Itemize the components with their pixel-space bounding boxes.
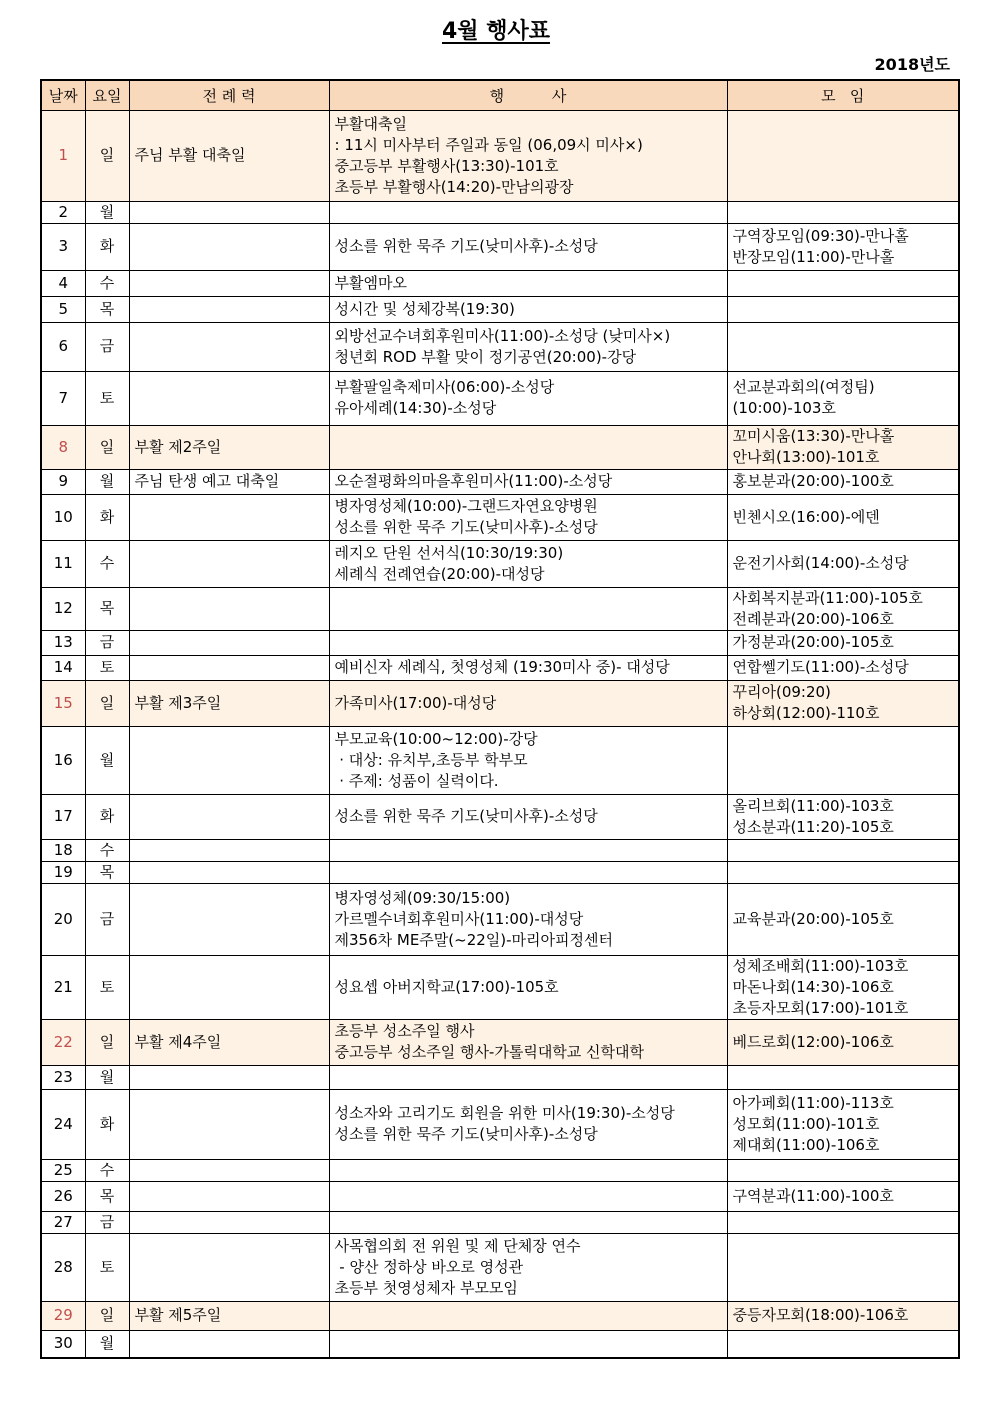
meetings-cell	[727, 494, 959, 540]
event-line: 성소를 위한 묵주 기도(낮미사후)-소성당	[334, 237, 598, 255]
events-cell	[329, 861, 727, 883]
header-meetings: 모 임	[727, 80, 959, 110]
table-row	[41, 1330, 959, 1358]
events-cell	[329, 1211, 727, 1233]
event-line: 중고등부 성소주일 행사-가톨릭대학교 신학대학	[334, 1043, 645, 1061]
table-row	[41, 110, 959, 201]
header-liturgy: 전 례 력	[129, 80, 329, 110]
events-cell	[329, 587, 727, 630]
liturgy-cell	[129, 223, 329, 270]
events-cell	[329, 883, 727, 955]
table-row	[41, 1301, 959, 1330]
meeting-line: 올리브회(11:00)-103호	[732, 796, 894, 815]
date-cell: 15	[41, 680, 85, 726]
table-row	[41, 883, 959, 955]
date-cell: 6	[41, 322, 85, 371]
date-cell: 3	[41, 223, 85, 270]
event-line: 세례식 전례연습(20:00)-대성당	[334, 564, 545, 583]
weekday-cell: 수	[85, 1159, 129, 1181]
table-row	[41, 494, 959, 540]
liturgy-cell	[129, 794, 329, 839]
table-row	[41, 1089, 959, 1159]
liturgy-cell: 부활 제3주일	[129, 680, 329, 726]
events-cell	[329, 680, 727, 726]
meetings-cell	[727, 630, 959, 655]
table-row	[41, 1065, 959, 1089]
liturgy-cell	[129, 1330, 329, 1358]
meetings-cell	[727, 726, 959, 794]
events-cell	[329, 201, 727, 223]
event-line: 병자영성체(09:30/15:00)	[334, 888, 511, 907]
event-line: 청년회 ROD 부활 맞이 정기공연(20:00)-강당	[334, 347, 637, 366]
events-cell	[329, 223, 727, 270]
meetings-cell	[727, 655, 959, 680]
date-cell: 10	[41, 494, 85, 540]
event-line: 중고등부 부활행사(13:30)-101호	[334, 156, 559, 175]
events-cell	[329, 371, 727, 425]
date-cell: 20	[41, 883, 85, 955]
meetings-cell	[727, 110, 959, 201]
event-line: 병자영성체(10:00)-그랜드자연요양병원	[334, 497, 598, 515]
weekday-cell: 금	[85, 1211, 129, 1233]
event-table	[40, 79, 960, 1359]
meetings-cell	[727, 322, 959, 371]
table-row	[41, 726, 959, 794]
event-line: 성소자와 고리기도 회원을 위한 미사(19:30)-소성당	[334, 1104, 675, 1122]
table-row	[41, 201, 959, 223]
table-row	[41, 861, 959, 883]
meetings-cell	[727, 1019, 959, 1065]
liturgy-cell	[129, 201, 329, 223]
events-cell	[329, 296, 727, 322]
meetings-cell	[727, 425, 959, 469]
liturgy-cell	[129, 883, 329, 955]
date-cell: 8	[41, 425, 85, 469]
events-cell	[329, 1159, 727, 1181]
weekday-cell: 월	[85, 726, 129, 794]
table-row	[41, 425, 959, 469]
liturgy-cell	[129, 655, 329, 680]
meetings-cell	[727, 296, 959, 322]
date-cell: 19	[41, 861, 85, 883]
meeting-line: 초등자모회(17:00)-101호	[732, 998, 909, 1017]
event-line: 가족미사(17:00)-대성당	[334, 693, 497, 712]
weekday-cell: 화	[85, 223, 129, 270]
meeting-line: 중등자모회(18:00)-106호	[732, 1306, 909, 1324]
meeting-line: 선교분과회의(여정팀)	[732, 378, 875, 396]
table-row	[41, 371, 959, 425]
event-line: 부모교육(10:00~12:00)-강당	[334, 729, 538, 748]
liturgy-cell	[129, 322, 329, 371]
event-line: 초등부 성소주일 행사	[334, 1022, 475, 1040]
date-cell: 16	[41, 726, 85, 794]
date-cell: 18	[41, 839, 85, 861]
date-cell: 12	[41, 587, 85, 630]
event-line: 초등부 첫영성체자 부모모임	[334, 1278, 518, 1297]
date-cell: 13	[41, 630, 85, 655]
weekday-cell: 화	[85, 494, 129, 540]
liturgy-cell	[129, 839, 329, 861]
meetings-cell	[727, 1065, 959, 1089]
meeting-line: 구역장모임(09:30)-만나홀	[732, 226, 909, 245]
events-cell	[329, 726, 727, 794]
header-date: 날짜	[41, 80, 85, 110]
weekday-cell: 수	[85, 540, 129, 587]
event-line: 제356차 ME주말(~22일)-마리아피정센터	[334, 930, 613, 949]
meetings-cell	[727, 1330, 959, 1358]
event-line: 성소를 위한 묵주 기도(낮미사후)-소성당	[334, 1125, 598, 1143]
events-cell	[329, 1019, 727, 1065]
date-cell: 26	[41, 1181, 85, 1211]
events-cell	[329, 494, 727, 540]
weekday-cell: 토	[85, 1233, 129, 1301]
table-row	[41, 296, 959, 322]
event-line: 부활대축일	[334, 114, 407, 133]
table-row	[41, 680, 959, 726]
meetings-cell	[727, 1159, 959, 1181]
table-row	[41, 322, 959, 371]
meeting-line: 제대회(11:00)-106호	[732, 1135, 880, 1154]
meetings-cell	[727, 955, 959, 1019]
page-title: 4월 행사표	[442, 19, 550, 44]
meeting-line: 전례분과(20:00)-106호	[732, 609, 894, 628]
weekday-cell: 화	[85, 794, 129, 839]
table-row	[41, 839, 959, 861]
meetings-cell	[727, 883, 959, 955]
event-line: - 양산 정하상 바오로 영성관	[334, 1257, 524, 1276]
events-cell	[329, 1233, 727, 1301]
liturgy-cell	[129, 1089, 329, 1159]
meetings-cell	[727, 839, 959, 861]
meeting-line: 교육분과(20:00)-105호	[732, 909, 894, 928]
date-cell: 7	[41, 371, 85, 425]
liturgy-cell	[129, 1159, 329, 1181]
meeting-line: 하상회(12:00)-110호	[732, 704, 880, 722]
liturgy-cell	[129, 540, 329, 587]
event-line: 성소를 위한 묵주 기도(낮미사후)-소성당	[334, 518, 598, 536]
date-cell: 27	[41, 1211, 85, 1233]
meetings-cell	[727, 270, 959, 296]
events-cell	[329, 839, 727, 861]
event-line: : 11시 미사부터 주일과 동일 (06,09시 미사×)	[334, 135, 643, 154]
weekday-cell: 일	[85, 1301, 129, 1330]
weekday-cell: 일	[85, 425, 129, 469]
liturgy-cell	[129, 1065, 329, 1089]
weekday-cell: 목	[85, 1181, 129, 1211]
meeting-line: 성모회(11:00)-101호	[732, 1114, 880, 1133]
weekday-cell: 토	[85, 371, 129, 425]
date-cell: 22	[41, 1019, 85, 1065]
date-cell: 28	[41, 1233, 85, 1301]
event-line: · 대상: 유치부,초등부 학부모	[334, 750, 528, 769]
table-row	[41, 1019, 959, 1065]
table-row	[41, 794, 959, 839]
meetings-cell	[727, 469, 959, 494]
meetings-cell	[727, 223, 959, 270]
event-line: 성소를 위한 묵주 기도(낮미사후)-소성당	[334, 807, 598, 825]
events-cell	[329, 1330, 727, 1358]
meeting-line: 성체조배회(11:00)-103호	[732, 956, 909, 975]
liturgy-cell: 주님 탄생 예고 대축일	[129, 469, 329, 494]
weekday-cell: 금	[85, 630, 129, 655]
liturgy-cell	[129, 1211, 329, 1233]
weekday-cell: 일	[85, 680, 129, 726]
year-label: 2018년도	[874, 55, 950, 74]
meeting-line: 빈첸시오(16:00)-에덴	[732, 507, 880, 526]
liturgy-cell	[129, 1181, 329, 1211]
date-cell: 1	[41, 110, 85, 201]
events-cell	[329, 630, 727, 655]
date-cell: 11	[41, 540, 85, 587]
table-body	[41, 110, 959, 1358]
date-cell: 14	[41, 655, 85, 680]
liturgy-cell	[129, 296, 329, 322]
events-cell	[329, 270, 727, 296]
liturgy-cell: 부활 제4주일	[129, 1019, 329, 1065]
meetings-cell	[727, 1089, 959, 1159]
meetings-cell	[727, 680, 959, 726]
meeting-line: 안나회(13:00)-101호	[732, 448, 880, 466]
meetings-cell	[727, 587, 959, 630]
table-row	[41, 630, 959, 655]
date-cell: 21	[41, 955, 85, 1019]
events-cell	[329, 1065, 727, 1089]
page-title-wrap	[0, 14, 992, 45]
weekday-cell: 일	[85, 1019, 129, 1065]
event-line: 외방선교수녀회후원미사(11:00)-소성당 (낮미사×)	[334, 326, 671, 345]
events-cell	[329, 110, 727, 201]
liturgy-cell	[129, 1233, 329, 1301]
meetings-cell	[727, 201, 959, 223]
weekday-cell: 목	[85, 587, 129, 630]
meeting-line: 아가페회(11:00)-113호	[732, 1093, 894, 1112]
meetings-cell	[727, 540, 959, 587]
event-line: 사목협의회 전 위원 및 제 단체장 연수	[334, 1236, 581, 1255]
table-row	[41, 1181, 959, 1211]
liturgy-cell: 부활 제5주일	[129, 1301, 329, 1330]
event-line: 성요셉 아버지학교(17:00)-105호	[334, 977, 559, 996]
weekday-cell: 월	[85, 1330, 129, 1358]
liturgy-cell	[129, 726, 329, 794]
table-row	[41, 1159, 959, 1181]
meetings-cell	[727, 1211, 959, 1233]
weekday-cell: 금	[85, 883, 129, 955]
weekday-cell: 월	[85, 201, 129, 223]
meeting-line: 연합쎌기도(11:00)-소성당	[732, 658, 909, 676]
table-row	[41, 587, 959, 630]
events-cell	[329, 955, 727, 1019]
weekday-cell: 화	[85, 1089, 129, 1159]
meeting-line: 꼬미시움(13:30)-만나홀	[732, 427, 895, 445]
meeting-line: 베드로회(12:00)-106호	[732, 1032, 894, 1051]
date-cell: 25	[41, 1159, 85, 1181]
events-cell	[329, 322, 727, 371]
events-cell	[329, 1089, 727, 1159]
header-events: 행 사	[329, 80, 727, 110]
weekday-cell: 목	[85, 861, 129, 883]
meetings-cell	[727, 371, 959, 425]
event-line: 부활팔일축제미사(06:00)-소성당	[334, 378, 555, 396]
table-row	[41, 270, 959, 296]
meeting-line: 꾸리아(09:20)	[732, 683, 831, 701]
events-cell	[329, 469, 727, 494]
events-cell	[329, 655, 727, 680]
weekday-cell: 수	[85, 839, 129, 861]
meeting-line: 가정분과(20:00)-105호	[732, 633, 894, 651]
weekday-cell: 목	[85, 296, 129, 322]
table-row	[41, 223, 959, 270]
table-row	[41, 1211, 959, 1233]
events-cell	[329, 425, 727, 469]
liturgy-cell: 부활 제2주일	[129, 425, 329, 469]
weekday-cell: 일	[85, 110, 129, 201]
date-cell: 30	[41, 1330, 85, 1358]
events-cell	[329, 1301, 727, 1330]
liturgy-cell	[129, 861, 329, 883]
table-header-row	[41, 80, 959, 110]
liturgy-cell	[129, 371, 329, 425]
table-row	[41, 1233, 959, 1301]
weekday-cell: 월	[85, 469, 129, 494]
header-day: 요일	[85, 80, 129, 110]
date-cell: 4	[41, 270, 85, 296]
table-row	[41, 955, 959, 1019]
weekday-cell: 토	[85, 955, 129, 1019]
meetings-cell	[727, 861, 959, 883]
liturgy-cell: 주님 부활 대축일	[129, 110, 329, 201]
event-line: 초등부 부활행사(14:20)-만남의광장	[334, 177, 574, 196]
events-cell	[329, 540, 727, 587]
date-cell: 17	[41, 794, 85, 839]
events-cell	[329, 794, 727, 839]
meeting-line: 성소분과(11:20)-105호	[732, 817, 894, 836]
weekday-cell: 월	[85, 1065, 129, 1089]
date-cell: 24	[41, 1089, 85, 1159]
meeting-line: 홍보분과(20:00)-100호	[732, 472, 894, 490]
meetings-cell	[727, 1233, 959, 1301]
liturgy-cell	[129, 587, 329, 630]
meetings-cell	[727, 1301, 959, 1330]
meetings-cell	[727, 1181, 959, 1211]
date-cell: 23	[41, 1065, 85, 1089]
date-cell: 29	[41, 1301, 85, 1330]
meeting-line: 사회복지분과(11:00)-105호	[732, 588, 923, 607]
weekday-cell: 수	[85, 270, 129, 296]
event-line: 성시간 및 성체강복(19:30)	[334, 299, 515, 318]
liturgy-cell	[129, 270, 329, 296]
weekday-cell: 토	[85, 655, 129, 680]
meeting-line: 반장모임(11:00)-만나홀	[732, 247, 895, 266]
table-row	[41, 655, 959, 680]
date-cell: 2	[41, 201, 85, 223]
weekday-cell: 금	[85, 322, 129, 371]
event-line: 유아세례(14:30)-소성당	[334, 399, 497, 417]
event-line: 레지오 단원 선서식(10:30/19:30)	[334, 543, 564, 562]
meeting-line: 구역분과(11:00)-100호	[732, 1186, 894, 1205]
event-line: · 주제: 성품이 실력이다.	[334, 771, 499, 790]
liturgy-cell	[129, 630, 329, 655]
liturgy-cell	[129, 955, 329, 1019]
date-cell: 5	[41, 296, 85, 322]
events-cell	[329, 1181, 727, 1211]
meeting-line: 운전기사회(14:00)-소성당	[732, 554, 909, 572]
event-line: 예비신자 세례식, 첫영성체 (19:30미사 중)- 대성당	[334, 658, 670, 676]
meetings-cell	[727, 794, 959, 839]
liturgy-cell	[129, 494, 329, 540]
meeting-line: (10:00)-103호	[732, 399, 836, 417]
event-line: 오순절평화의마을후원미사(11:00)-소성당	[334, 472, 613, 490]
meeting-line: 마돈나회(14:30)-106호	[732, 977, 894, 996]
table-row	[41, 540, 959, 587]
table-row	[41, 469, 959, 494]
date-cell: 9	[41, 469, 85, 494]
event-line: 부활엠마오	[334, 273, 407, 292]
event-line: 가르멜수녀회후원미사(11:00)-대성당	[334, 909, 584, 928]
